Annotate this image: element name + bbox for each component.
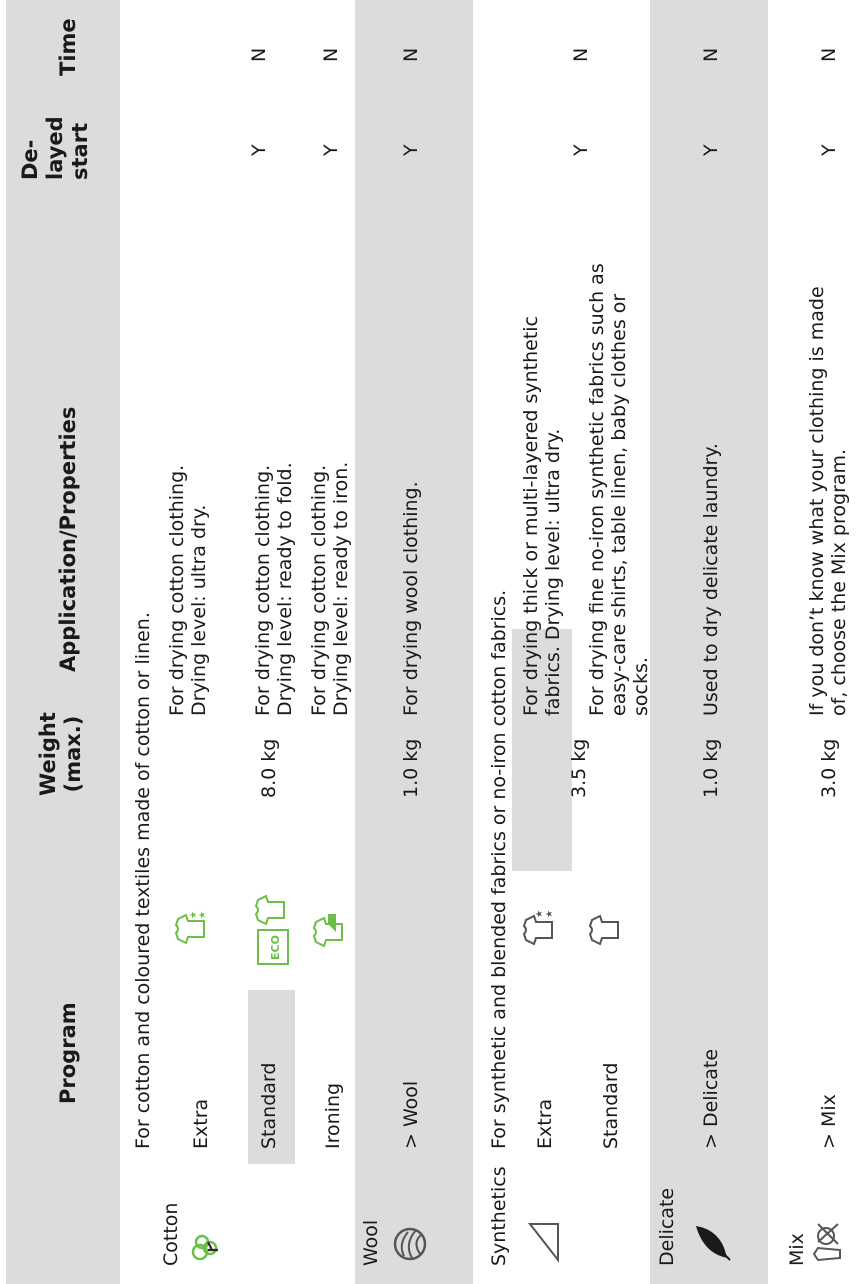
- header-time-text: Time: [56, 18, 80, 76]
- delicate-program: > Delicate: [700, 1048, 722, 1149]
- cotton-standard-weight: 8.0 kg: [258, 738, 280, 798]
- cotton-ironing-program: Ironing: [322, 1082, 344, 1149]
- delicate-delayed: Y: [700, 144, 722, 156]
- cotton-extra-description: For drying cotton clothing. Drying level: ultra dry.: [166, 464, 210, 716]
- cotton-plant-icon: [188, 1228, 224, 1264]
- delicate-category-name: Delicate: [656, 1187, 678, 1266]
- cotton-ironing-delayed: Y: [320, 144, 342, 156]
- cotton-intro: For cotton and coloured textiles made of cotton or linen.: [132, 612, 154, 1149]
- shirt-two-stars-icon: [172, 909, 212, 949]
- mix-weight: 3.0 kg: [818, 738, 840, 798]
- cotton-standard-program: Standard: [258, 1062, 280, 1149]
- header-delayed-start-text: De- layed start: [18, 116, 92, 180]
- wool-description: For drying wool clothing.: [400, 481, 422, 716]
- wool-program: > Wool: [400, 1080, 422, 1149]
- synthetics-extra-delayed: Y: [570, 144, 592, 156]
- synthetics-extra-program: Extra: [534, 1098, 556, 1149]
- svg-text:★: ★: [535, 909, 545, 918]
- eco-shirt-icon: [252, 886, 294, 966]
- wool-time: N: [400, 47, 422, 62]
- shirt-icon: [586, 906, 628, 950]
- cotton-extra-time: N: [248, 47, 270, 62]
- cotton-ironing-time: N: [320, 47, 342, 62]
- cotton-standard-description: For drying cotton clothing. Drying level: ready to fold.: [252, 462, 296, 716]
- header-weight-line: Weight (max.): [36, 712, 85, 796]
- cotton-category-name: Cotton: [160, 1202, 182, 1266]
- mixed-laundry-icon: [808, 1220, 848, 1264]
- header-application-text: Application/Properties: [56, 406, 80, 672]
- synthetics-extra-time: N: [570, 47, 592, 62]
- synthetics-standard-description: For drying fine no-iron synthetic fabrics such as easy-care shirts, table linen, baby clothes or socks.: [586, 263, 652, 716]
- header-program-text: Program: [56, 1002, 80, 1104]
- wool-delayed: Y: [400, 144, 422, 156]
- mix-category-name: Mix: [786, 1233, 808, 1266]
- synthetics-category-name: Synthetics: [488, 1166, 510, 1266]
- mix-description: If you don’t know what your clothing is made of, choose the Mix program.: [806, 286, 850, 716]
- wool-category-name: Wool: [360, 1219, 382, 1266]
- mix-time: N: [818, 47, 840, 62]
- wool-ball-icon: [390, 1224, 430, 1264]
- svg-text:★: ★: [198, 910, 208, 919]
- wool-weight: 1.0 kg: [400, 738, 422, 798]
- synthetics-extra-description: For drying thick or multi-layered synthetic fabrics. Drying level: ultra dry.: [520, 316, 564, 716]
- synthetics-extra-weight: 3.5 kg: [568, 738, 590, 798]
- cotton-extra-program: Extra: [190, 1098, 212, 1149]
- cotton-ironing-description: For drying cotton clothing. Drying level: ready to iron.: [308, 461, 352, 716]
- delicate-weight: 1.0 kg: [700, 738, 722, 798]
- synthetics-standard-program: Standard: [600, 1062, 622, 1149]
- cotton-extra-delayed: Y: [248, 144, 270, 156]
- mix-program: > Mix: [818, 1094, 840, 1149]
- feather-icon: [690, 1220, 734, 1264]
- svg-text:★: ★: [545, 909, 555, 918]
- delicate-time: N: [700, 47, 722, 62]
- svg-text:★: ★: [189, 910, 199, 919]
- svg-text:ECO: ECO: [269, 935, 282, 960]
- iron-outline-icon: [524, 1220, 564, 1264]
- delicate-description: Used to dry delicate laundry.: [700, 443, 722, 716]
- shirt-two-stars-icon-synthetics: [520, 906, 562, 950]
- synthetics-intro: For synthetic and blended fabrics or no-iron cotton fabrics.: [488, 589, 510, 1149]
- shirt-iron-icon: [308, 908, 350, 950]
- mix-delayed: Y: [818, 144, 840, 156]
